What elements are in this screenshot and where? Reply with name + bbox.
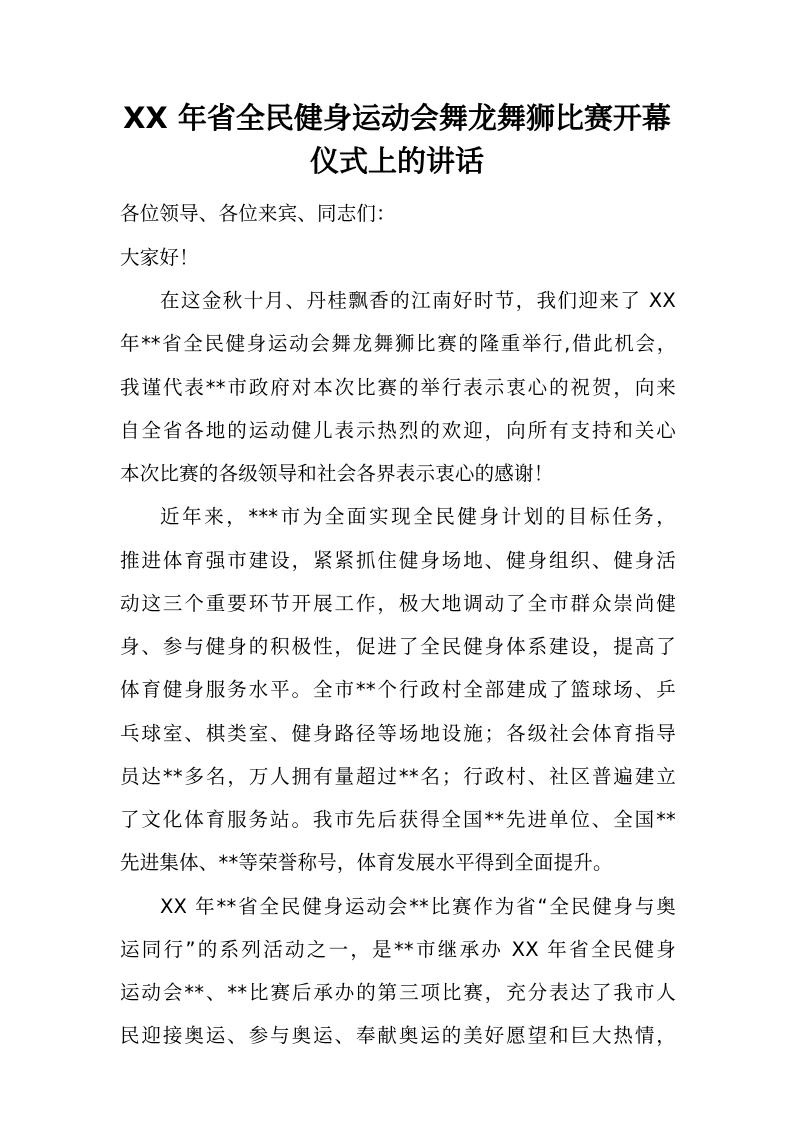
- salutation: 各位领导、各位来宾、同志们：: [120, 202, 396, 225]
- paragraph-1-line: 我谨代表**市政府对本次比赛的举行表示衷心的祝贺，向来: [120, 376, 676, 399]
- paragraph-2-line: 近年来，***市为全面实现全民健身计划的目标任务，: [160, 505, 676, 528]
- document-title-line-1: XX 年省全民健身运动会舞龙舞狮比赛开幕: [123, 101, 671, 135]
- paragraph-2-line: 员达**多名，万人拥有量超过**名；行政村、社区普遍建立: [120, 765, 676, 788]
- paragraph-1-line: 年**省全民健身运动会舞龙舞狮比赛的隆重举行,借此机会，: [120, 332, 676, 355]
- paragraph-3-line: 运同行”的系列活动之一，是**市继承办 XX 年省全民健身: [120, 938, 676, 961]
- paragraph-3-line: 民迎接奥运、参与奥运、奉献奥运的美好愿望和巨大热情，: [120, 1024, 676, 1047]
- paragraph-3-line: 运动会**、**比赛后承办的第三项比赛，充分表达了我市人: [120, 981, 676, 1004]
- greeting: 大家好！: [120, 246, 199, 269]
- paragraph-1-line: 在这金秋十月、丹桂飘香的江南好时节，我们迎来了 XX: [160, 289, 676, 312]
- document-title-line-2: 仪式上的讲话: [309, 144, 484, 178]
- paragraph-2-line: 身、参与健身的积极性，促进了全民健身体系建设，提高了: [120, 635, 676, 658]
- paragraph-2-line: 了文化体育服务站。我市先后获得全国**先进单位、全国**: [120, 808, 676, 831]
- paragraph-2-line: 推进体育强市建设，紧紧抓住健身场地、健身组织、健身活: [120, 549, 676, 572]
- paragraph-3-line: XX 年**省全民健身运动会**比赛作为省“全民健身与奥: [160, 895, 676, 918]
- paragraph-1-line: 自全省各地的运动健儿表示热烈的欢迎，向所有支持和关心: [120, 419, 676, 442]
- paragraph-2-line: 动这三个重要环节开展工作，极大地调动了全市群众崇尚健: [120, 592, 676, 615]
- paragraph-2-line: 体育健身服务水平。全市**个行政村全部建成了篮球场、乒: [120, 678, 676, 701]
- paragraph-2-line: 先进集体、**等荣誉称号，体育发展水平得到全面提升。: [120, 851, 613, 874]
- paragraph-2-line: 乓球室、棋类室、健身路径等场地设施；各级社会体育指导: [120, 722, 676, 745]
- paragraph-1-line: 本次比赛的各级领导和社会各界表示衷心的感谢！: [120, 462, 554, 485]
